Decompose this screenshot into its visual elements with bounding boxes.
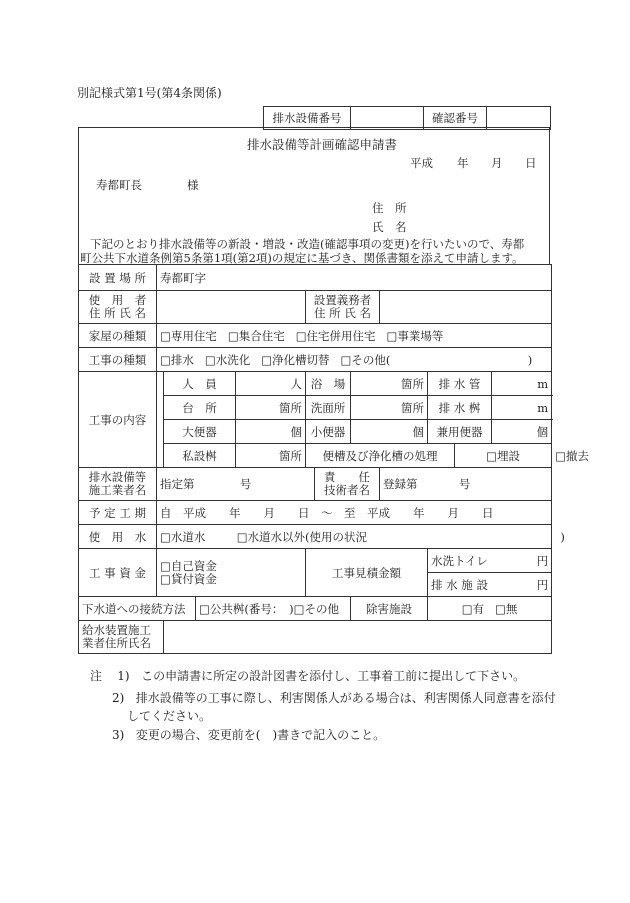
contractor-label: 排水設備等 施工業者名 xyxy=(79,468,157,501)
confirm-no-label: 確認番号 xyxy=(424,107,487,130)
flush-toilet-field[interactable]: 円 xyxy=(492,549,552,573)
harm-facility-label: 除害施設 xyxy=(351,597,428,621)
schedule-label: 予 定 工 期 xyxy=(79,501,157,525)
content-combined-field[interactable]: 個 xyxy=(492,420,552,444)
date-year: 年 xyxy=(457,156,469,170)
supply-label: 給水装置施工 業者住所氏名 xyxy=(79,621,164,654)
location-field[interactable]: 寿都町字 xyxy=(157,265,552,291)
connection-options xyxy=(196,597,351,621)
checkbox-non-tap-water[interactable]: □水道水以外(使用の状況 xyxy=(236,529,368,544)
address-label: 住 所 xyxy=(372,201,407,215)
checkbox-buried[interactable]: □埋設 xyxy=(455,444,552,468)
content-bath-label: 浴 場 xyxy=(306,372,351,396)
checkbox-septic-switch[interactable]: □浄化槽切替 xyxy=(261,352,330,367)
application-table: 設 置 場 所 寿都町字 使 用 者 住 所 氏 名 設置義務者 住 所 氏 名 家屋の種類 □専用住宅 □集合住宅 □住宅併用住宅 □事業場等 工事の種類 □排水 □水洗化 □浄化槽切替 □その他( ) 工事の内容 人 員 人 浴 場 箇所 排 水 管 m 台 所 箇所 洗面所 箇所 排 水 桝 m 大便器 個 小便器 個 兼用便器 個 私設桝 箇所 便槽及び浄化槽の処理 □埋設 □撤去 排水設備等 施工業者名 指定第 号 責 任 技術者名 登録第 号 予 定 工 期 自 平成 年 月 日 ～ 至 平成 年 月 日 使 用 水 □水道水 □水道水以外(使用の状況 ) 工 事 資 金 □自己資金 □貸付資金 工事見積金額 水洗トイレ 円 排 水 施 設 円 下水道への接続方法 □公共桝(番号： )□その他 除害施設 □有 □無 給水装置施工 業者住所氏名 xyxy=(78,264,552,654)
note-2-cont: してください。 xyxy=(127,709,212,723)
form-reference: 別記様式第1号(第4条関係) xyxy=(77,86,222,100)
content-washroom-label: 洗面所 xyxy=(306,396,351,420)
checkbox-tap-water[interactable]: □水道水 xyxy=(160,529,206,544)
date-era: 平成 xyxy=(410,156,433,170)
checkbox-single-house[interactable]: □専用住宅 xyxy=(160,328,217,343)
content-persons-label: 人 員 xyxy=(164,372,236,396)
water-options: □水道水 □水道水以外(使用の状況 ) xyxy=(157,525,552,549)
addressee: 寿都町長 xyxy=(96,178,142,192)
work-type-options xyxy=(157,348,552,372)
checkbox-drainage[interactable]: □排水 xyxy=(160,352,194,367)
content-drainbasin-label: 排 水 桝 xyxy=(428,396,492,420)
content-kitchen-label: 台 所 xyxy=(164,396,236,420)
content-drainpipe-label: 排 水 管 xyxy=(428,372,492,396)
note-3: 3) 変更の場合、変更前を( )書きで記入のこと。 xyxy=(112,728,386,742)
note-2: 2) 排水設備等の工事に際し、利害関係人がある場合は、利害関係人同意書を添付 xyxy=(112,691,556,705)
checkbox-own-fund[interactable]: □自己資金 xyxy=(160,558,217,573)
location-label: 設 置 場 所 xyxy=(79,265,157,291)
user-label: 使 用 者 住 所 氏 名 xyxy=(79,291,157,324)
content-washroom-field[interactable]: 箇所 xyxy=(351,396,428,420)
user-field[interactable] xyxy=(157,291,306,324)
flush-toilet-label: 水洗トイレ xyxy=(428,549,492,573)
content-toilet-field[interactable]: 個 xyxy=(236,420,306,444)
checkbox-other-work[interactable]: □その他( xyxy=(340,352,391,367)
schedule-field[interactable]: 自 平成 年 月 日 ～ 至 平成 年 月 日 xyxy=(157,501,552,525)
water-label: 使 用 水 xyxy=(79,525,157,549)
supply-field[interactable] xyxy=(164,621,552,654)
date-month: 月 xyxy=(491,156,503,170)
fund-label: 工 事 資 金 xyxy=(79,549,157,597)
house-type-options xyxy=(157,324,552,348)
application-header xyxy=(78,127,550,264)
checkbox-business[interactable]: □事業場等 xyxy=(386,328,444,343)
checkbox-multi-house[interactable]: □集合住宅 xyxy=(227,328,285,343)
work-type-label: 工事の種類 xyxy=(79,348,157,372)
drain-no-label: 排水設備番号 xyxy=(264,107,351,130)
drain-facility-label: 排 水 施 設 xyxy=(428,573,492,597)
checkbox-mixed-house[interactable]: □住宅併用住宅 xyxy=(295,328,376,343)
date-day: 日 xyxy=(525,156,537,170)
checkbox-public-basin[interactable]: □公共桝(番号： ) xyxy=(199,601,294,616)
content-toilet-label: 大便器 xyxy=(164,420,236,444)
body-line-2: 町公共下水道条例第5条第1項(第2項)の規定に基づき、関係書類を添えて申請します。 xyxy=(80,251,524,265)
house-type-label: 家屋の種類 xyxy=(79,324,157,348)
content-drainbasin-field[interactable]: m xyxy=(492,396,552,420)
content-combined-label: 兼用便器 xyxy=(428,420,492,444)
work-content-label: 工事の内容 xyxy=(79,372,157,468)
body-line-1: 下記のとおり排水設備等の新設・増設・改造(確認事項の変更)を行いたいので、寿都 xyxy=(90,237,525,251)
content-drainpipe-field[interactable]: m xyxy=(492,372,552,396)
checkbox-loan-fund[interactable]: □貸付資金 xyxy=(160,571,217,586)
harm-facility-options xyxy=(428,597,552,621)
content-bath-field[interactable]: 箇所 xyxy=(351,372,428,396)
engineer-field[interactable]: 登録第 号 xyxy=(380,468,552,501)
contractor-field[interactable]: 指定第 号 xyxy=(157,468,315,501)
obligor-field[interactable] xyxy=(380,291,552,324)
estimate-label: 工事見積金額 xyxy=(306,549,428,597)
checkbox-harm-yes[interactable]: □有 xyxy=(461,601,485,616)
checkbox-harm-no[interactable]: □無 xyxy=(495,601,518,616)
checkbox-connection-other[interactable]: □その他 xyxy=(293,601,339,616)
name-label: 氏 名 xyxy=(372,220,407,234)
content-persons-field[interactable]: 人 xyxy=(236,372,306,396)
drain-facility-field[interactable]: 円 xyxy=(492,573,552,597)
note-1: 注 1) この申請書に所定の設計図書を添付し、工事着工前に提出して下さい。 xyxy=(90,669,526,683)
honorific: 様 xyxy=(187,178,199,192)
content-kitchen-field[interactable]: 箇所 xyxy=(236,396,306,420)
private-basin-label: 私設桝 xyxy=(164,444,236,468)
septic-label: 便槽及び浄化槽の処理 xyxy=(306,444,455,468)
content-urinal-label: 小便器 xyxy=(306,420,351,444)
other-close-paren: ) xyxy=(527,352,533,367)
obligor-label: 設置義務者 住 所 氏 名 xyxy=(306,291,380,324)
engineer-label: 責 任 技術者名 xyxy=(315,468,380,501)
checkbox-flush[interactable]: □水洗化 xyxy=(204,352,251,367)
content-urinal-field[interactable]: 個 xyxy=(351,420,428,444)
form-title: 排水設備等計画確認申請書 xyxy=(247,137,398,152)
private-basin-field[interactable]: 箇所 xyxy=(236,444,306,468)
connection-label: 下水道への接続方法 xyxy=(79,597,196,621)
fund-options xyxy=(157,549,306,597)
